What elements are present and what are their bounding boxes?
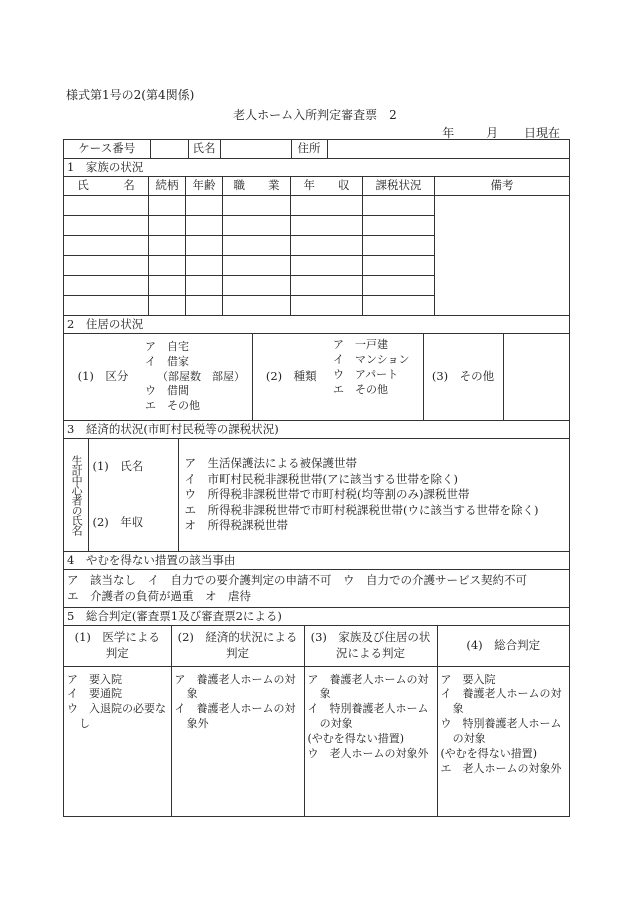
family-cell[interactable]: [291, 196, 363, 216]
family-col-age: 年齢: [186, 177, 223, 196]
housing-category-option[interactable]: イ 借家: [145, 354, 189, 368]
housing-other-field[interactable]: [503, 334, 569, 420]
housing-other-label: (3) その他: [423, 334, 503, 420]
family-col-income: 年 収: [291, 177, 363, 196]
family-housing-judgment-option[interactable]: ア 養護老人ホームの対象: [307, 672, 429, 701]
overall-judgment-option[interactable]: イ 養護老人ホームの対象: [440, 687, 562, 716]
housing-category-options: [142, 334, 252, 420]
family-cell[interactable]: [149, 216, 186, 236]
address-field[interactable]: [327, 140, 569, 158]
family-cell[interactable]: [223, 236, 291, 256]
housing-type-option[interactable]: エ その他: [333, 382, 388, 396]
family-cell[interactable]: [363, 216, 435, 236]
family-housing-judgment-options: [304, 666, 437, 816]
page-title: 老人ホーム入所判定審査票 2: [233, 108, 397, 122]
case-number-field[interactable]: [150, 140, 188, 158]
family-cell[interactable]: [149, 196, 186, 216]
housing-section-heading: 2 住居の状況: [64, 316, 570, 334]
family-cell[interactable]: [223, 296, 291, 316]
overall-judgment-option[interactable]: エ 老人ホームの対象外: [440, 761, 562, 775]
form-number: 様式第1号の2(第4関係): [66, 88, 195, 102]
family-col-name: 氏 名: [64, 177, 149, 196]
family-cell[interactable]: [186, 296, 223, 316]
date-year-label: 年: [442, 126, 455, 140]
family-cell[interactable]: [64, 276, 149, 296]
family-cell[interactable]: [186, 216, 223, 236]
economic-judgment-option[interactable]: イ 養護老人ホームの対象外: [174, 702, 296, 731]
family-cell[interactable]: [149, 276, 186, 296]
medical-judgment-options: [64, 666, 171, 816]
housing-category-option[interactable]: ウ 借間: [145, 384, 189, 398]
housing-type-option[interactable]: イ マンション: [333, 352, 410, 366]
housing-type-label: (2) 種類: [265, 369, 317, 384]
overall-judgment-options: [437, 666, 569, 816]
overall-judgment-option[interactable]: ア 要入院: [440, 672, 496, 686]
family-col-relation: 続柄: [149, 177, 186, 196]
medical-judgment-option[interactable]: ア 要入院: [67, 672, 122, 686]
family-notes-field[interactable]: [435, 196, 570, 316]
family-housing-judgment-header: (3) 家族及び住居の状況による判定: [304, 626, 437, 666]
unavoidable-reason-line[interactable]: エ 介護者の負荷が過重 オ 虐待: [67, 588, 251, 603]
family-section-heading: 1 家族の状況: [64, 159, 570, 177]
family-cell[interactable]: [363, 196, 435, 216]
housing-category-label: (1) 区分: [77, 369, 129, 384]
economic-judgment-header: (2) 経済的状況による判定: [171, 626, 304, 666]
family-cell[interactable]: [223, 216, 291, 236]
medical-judgment-header: (1) 医学による判定: [64, 626, 171, 666]
overall-judgment-note: (やむを得ない措置): [440, 746, 538, 760]
unavoidable-reason-line[interactable]: ア 該当なし イ 自力での要介護判定の申請不可 ウ 自力での介護サービス契約不可: [67, 572, 527, 587]
family-cell[interactable]: [363, 296, 435, 316]
breadwinner-label: 生計中心者の氏名: [64, 439, 88, 551]
family-col-job: 職 業: [223, 177, 291, 196]
family-housing-judgment-note: (やむを得ない措置): [307, 731, 405, 745]
family-cell[interactable]: [149, 236, 186, 256]
family-cell[interactable]: [363, 276, 435, 296]
family-cell[interactable]: [291, 276, 363, 296]
name-field[interactable]: [220, 140, 291, 158]
family-col-tax: 課税状況: [363, 177, 435, 196]
family-col-notes: 備考: [435, 177, 570, 196]
family-cell[interactable]: [363, 256, 435, 276]
family-cell[interactable]: [291, 256, 363, 276]
medical-judgment-option[interactable]: ウ 入退院の必要なし: [67, 702, 166, 731]
economic-judgment-option[interactable]: ア 養護老人ホームの対象: [174, 672, 296, 701]
housing-category-option[interactable]: エ その他: [145, 399, 200, 413]
address-label: 住所: [291, 140, 327, 158]
family-cell[interactable]: [363, 236, 435, 256]
tax-status-option[interactable]: オ 所得税課税世帯: [184, 518, 288, 533]
date-month-label: 月: [486, 126, 499, 140]
housing-type-options: [330, 334, 423, 420]
family-cell[interactable]: [149, 296, 186, 316]
housing-category-option[interactable]: ア 自宅: [145, 339, 189, 353]
medical-judgment-option[interactable]: イ 要通院: [67, 687, 122, 701]
breadwinner-name-label: (1) 氏名: [92, 459, 144, 474]
family-cell[interactable]: [64, 236, 149, 256]
economic-judgment-options: [171, 666, 304, 816]
housing-type-option[interactable]: ア 一戸建: [333, 338, 388, 351]
name-label: 氏名: [188, 140, 220, 158]
family-cell[interactable]: [64, 296, 149, 316]
family-row: [64, 196, 570, 216]
tax-status-option[interactable]: エ 所得税非課税世帯で市町村税課税世帯(ウに該当する世帯を除く): [184, 502, 539, 517]
family-cell[interactable]: [291, 296, 363, 316]
family-housing-judgment-option[interactable]: ウ 老人ホームの対象外: [307, 746, 429, 760]
overall-judgment-option[interactable]: ウ 特別養護老人ホームの対象: [440, 717, 562, 745]
family-cell[interactable]: [186, 256, 223, 276]
housing-room-count[interactable]: （部屋数 部屋）: [157, 369, 245, 383]
family-cell[interactable]: [291, 236, 363, 256]
family-cell[interactable]: [223, 276, 291, 296]
judgment-section-heading: 5 総合判定(審査票1及び審査票2による): [64, 608, 570, 626]
family-cell[interactable]: [186, 276, 223, 296]
screening-form-table: [63, 139, 570, 817]
family-cell[interactable]: [149, 256, 186, 276]
family-cell[interactable]: [64, 196, 149, 216]
unavoidable-reasons: [64, 570, 570, 608]
tax-status-option[interactable]: ウ 所得税非課税世帯で市町村税(均等割のみ)課税世帯: [184, 487, 470, 502]
case-number-label: ケース番号: [64, 140, 150, 158]
family-cell[interactable]: [186, 236, 223, 256]
family-cell[interactable]: [223, 256, 291, 276]
economic-section-heading: 3 経済的状況(市町村民税等の課税状況): [64, 421, 570, 439]
tax-status-option[interactable]: イ 市町村民税非課税世帯(アに該当する世帯を除く): [184, 471, 458, 486]
tax-status-option[interactable]: ア 生活保護法による被保護世帯: [184, 456, 357, 471]
family-cell[interactable]: [64, 256, 149, 276]
family-cell[interactable]: [64, 216, 149, 236]
date-day-label: 日現在: [523, 126, 560, 140]
family-housing-judgment-option[interactable]: イ 特別養護老人ホームの対象: [307, 702, 429, 731]
tax-status-options: [178, 439, 569, 551]
family-cell[interactable]: [186, 196, 223, 216]
overall-judgment-header: (4) 総合判定: [437, 626, 569, 666]
breadwinner-income-label: (2) 年収: [92, 515, 144, 530]
family-cell[interactable]: [223, 196, 291, 216]
housing-type-option[interactable]: ウ アパート: [333, 367, 399, 381]
unavoidable-section-heading: 4 やむを得ない措置の該当事由: [64, 552, 570, 570]
family-cell[interactable]: [291, 216, 363, 236]
